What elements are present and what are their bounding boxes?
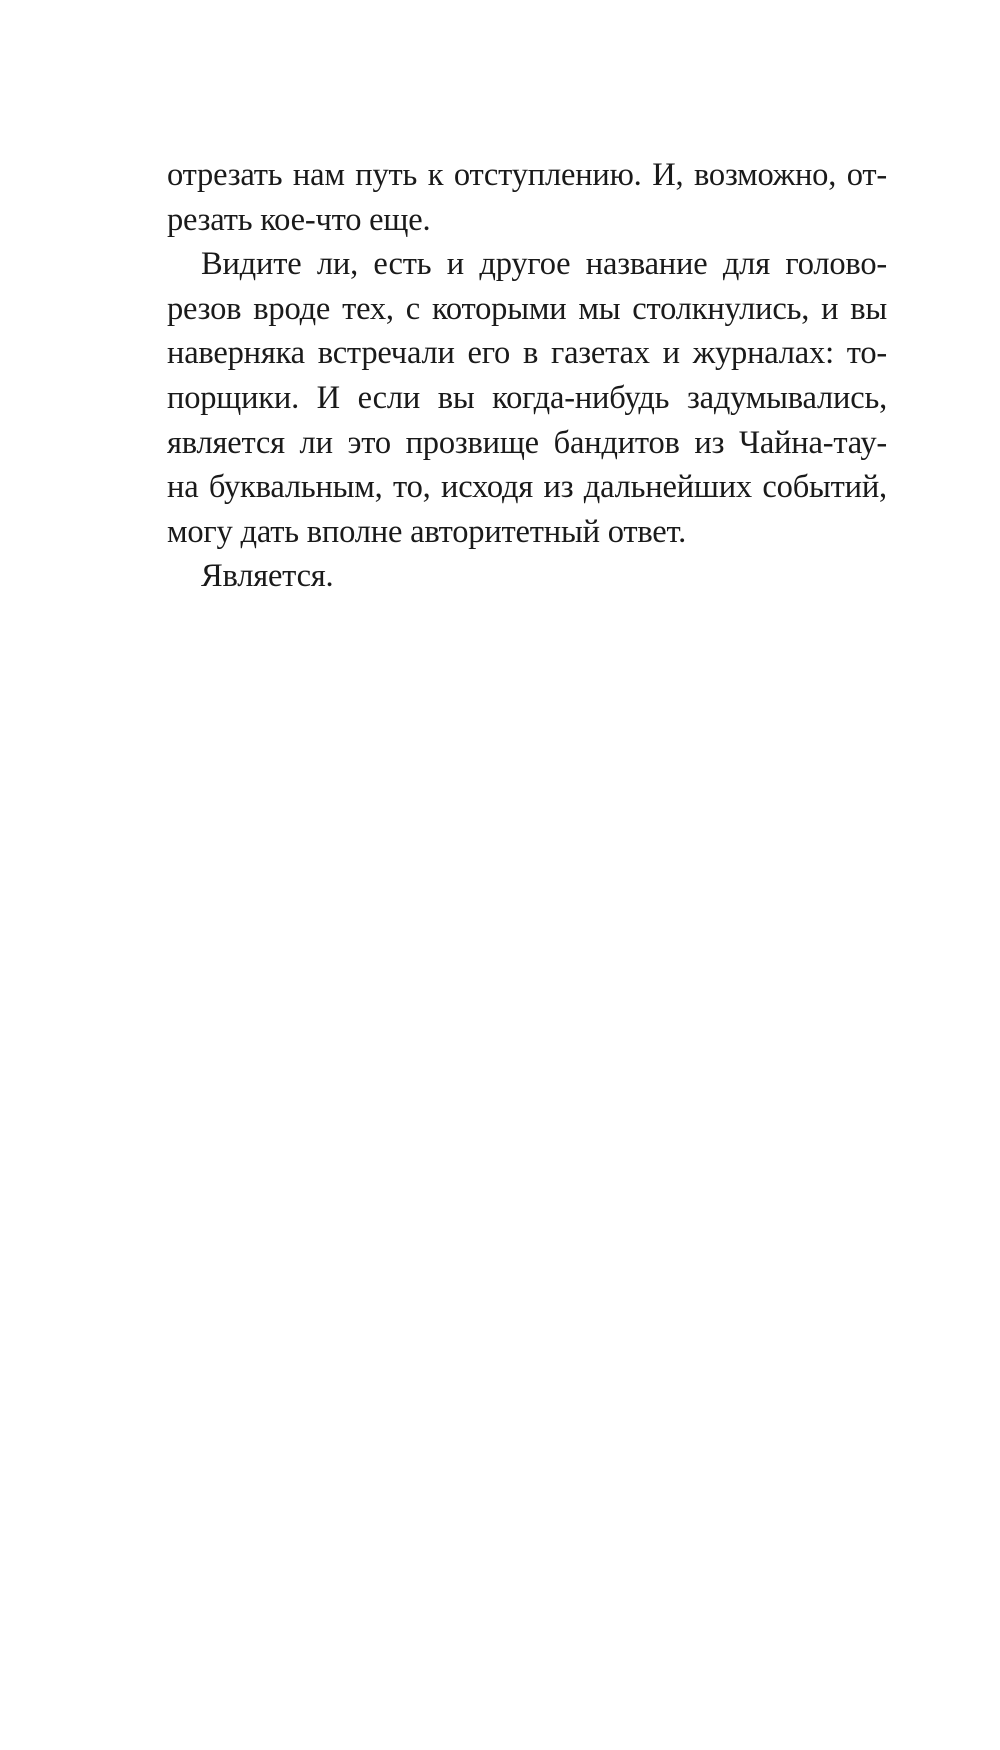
paragraph — [167, 242, 887, 554]
text-line: на буквальным, то, исходя из дальнейших событий, — [167, 469, 887, 506]
paragraph — [167, 153, 887, 242]
body-text — [167, 153, 887, 599]
text-line: Является. — [201, 558, 334, 595]
text-line: Видите ли, есть и другое название для голово- — [201, 246, 887, 283]
text-line: резов вроде тех, с которыми мы столкнулись, и вы — [167, 290, 887, 327]
text-line: могу дать вполне авторитетный ответ. — [167, 513, 687, 550]
text-line: отрезать нам путь к отступлению. И, возможно, от- — [167, 157, 887, 193]
text-line: является ли это прозвище бандитов из Чайна-тау- — [167, 424, 887, 461]
text-line: наверняка встречали его в газетах и журналах: то- — [167, 335, 887, 372]
text-line: резать кое-что еще. — [167, 201, 431, 238]
text-line: порщики. И если вы когда-нибудь задумывались, — [167, 379, 887, 416]
paragraph — [167, 554, 887, 599]
